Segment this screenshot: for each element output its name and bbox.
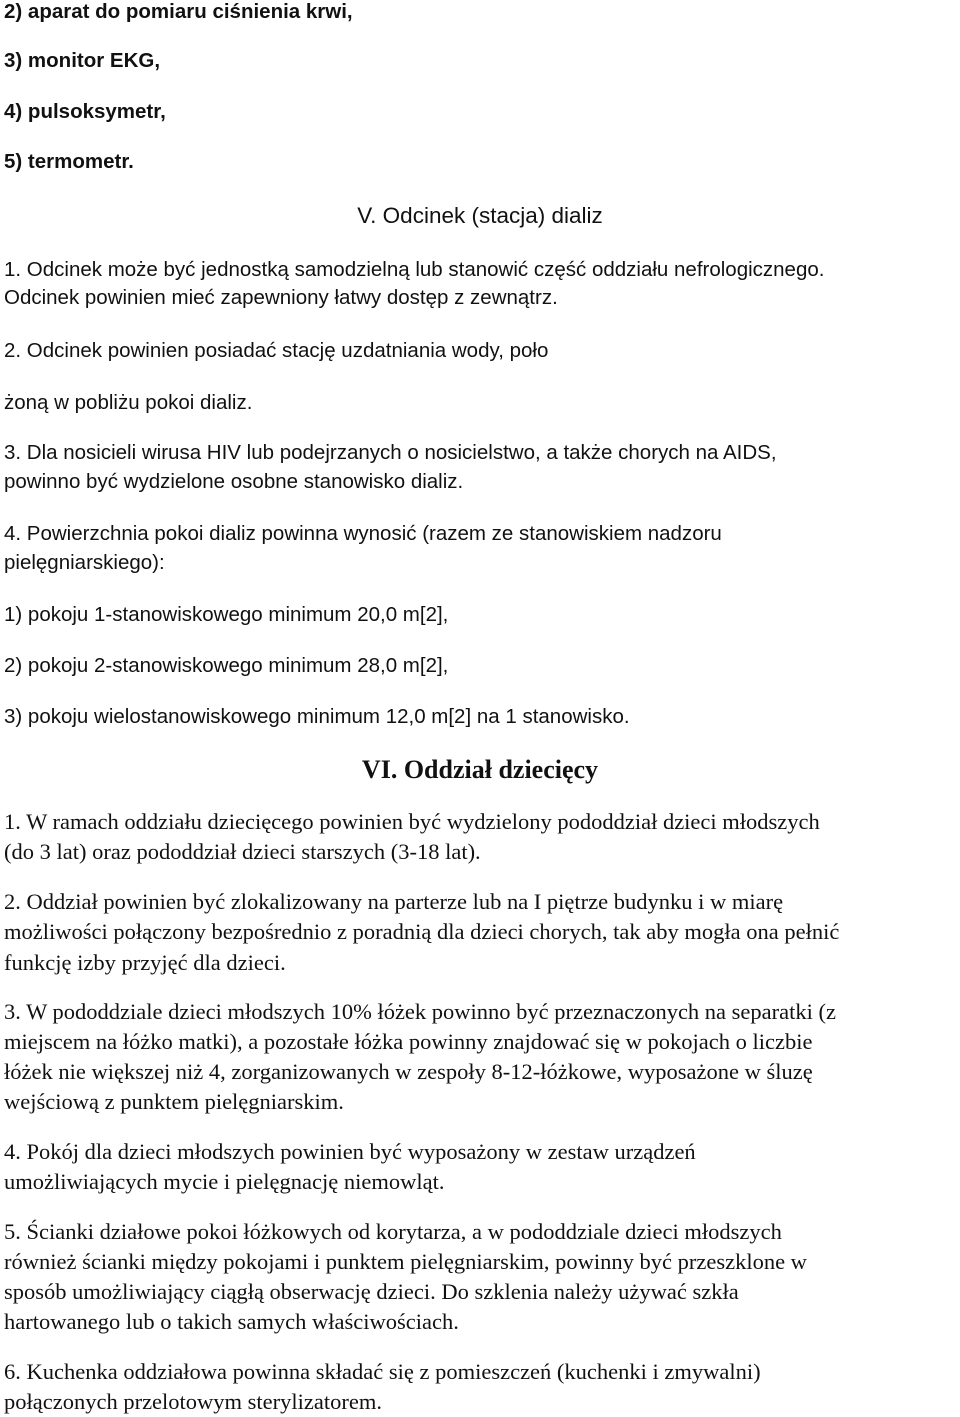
section-vi-heading: VI. Oddział dziecięcy [361, 755, 599, 784]
paragraph-line: również ścianki między pokojami i punktem pielęgniarskim, powinny być przeszklone w [4, 1249, 807, 1274]
paragraph-line: żoną w pobliżu pokoi dializ. [4, 391, 253, 414]
paragraph-line: umożliwiających mycie i pielęgnację niemowląt. [4, 1169, 445, 1194]
paragraph-line: 4. Pokój dla dzieci młodszych powinien być wyposażony w zestaw urządzeń [4, 1139, 696, 1164]
paragraph-line: łóżek nie większej niż 4, zorganizowanych w zespoły 8-12-łóżkowe, wyposażone w śluzę [4, 1059, 813, 1084]
paragraph-line: 6. Kuchenka oddziałowa powinna składać się z pomieszczeń (kuchenki i zmywalni) [4, 1359, 761, 1384]
paragraph-line: hartowanego lub o takich samych właściwościach. [4, 1309, 459, 1334]
paragraph-line: sposób umożliwiający ciągłą obserwację dzieci. Do szklenia należy używać szkła [4, 1279, 739, 1304]
paragraph-line: 1. Odcinek może być jednostką samodzielną lub stanowić część oddziału nefrologicznego. [4, 258, 825, 281]
equipment-item: 2) aparat do pomiaru ciśnienia krwi, [4, 0, 353, 23]
paragraph-line: funkcję izby przyjęć dla dzieci. [4, 950, 286, 975]
paragraph-line: 3) pokoju wielostanowiskowego minimum 12,0 m[2] na 1 stanowisko. [4, 705, 630, 728]
paragraph-line: 2) pokoju 2-stanowiskowego minimum 28,0 m[2], [4, 654, 449, 677]
paragraph-line: 2. Oddział powinien być zlokalizowany na parterze lub na I piętrze budynku i w miarę [4, 889, 784, 914]
paragraph-line: 1) pokoju 1-stanowiskowego minimum 20,0 m[2], [4, 603, 449, 626]
equipment-item: 5) termometr. [4, 150, 134, 173]
paragraph-line: pielęgniarskiego): [4, 551, 165, 574]
paragraph-line: możliwości połączony bezpośrednio z poradnią dla dzieci chorych, tak aby mogła ona pełnić [4, 919, 840, 944]
paragraph-line: powinno być wydzielone osobne stanowisko dializ. [4, 470, 464, 493]
equipment-item: 4) pulsoksymetr, [4, 100, 166, 123]
paragraph-line: miejscem na łóżko matki), a pozostałe łóżka powinny znajdować się w pokojach o liczbie [4, 1029, 813, 1054]
paragraph-line: wejściową z punktem pielęgniarskim. [4, 1089, 344, 1114]
paragraph-line: 4. Powierzchnia pokoi dializ powinna wynosić (razem ze stanowiskiem nadzoru [4, 522, 722, 545]
paragraph-line: połączonych przelotowym sterylizatorem. [4, 1389, 382, 1414]
paragraph-line: 3. Dla nosicieli wirusa HIV lub podejrzanych o nosicielstwo, a także chorych na AIDS, [4, 441, 777, 464]
paragraph-line: 5. Ścianki działowe pokoi łóżkowych od korytarza, a w pododdziale dzieci młodszych [4, 1219, 782, 1244]
section-v-heading: V. Odcinek (stacja) dializ [357, 203, 603, 228]
paragraph-line: (do 3 lat) oraz pododdział dzieci starszych (3-18 lat). [4, 839, 481, 864]
equipment-item: 3) monitor EKG, [4, 49, 161, 72]
paragraph-line: 2. Odcinek powinien posiadać stację uzdatniania wody, poło [4, 339, 549, 362]
paragraph-line: 1. W ramach oddziału dziecięcego powinien być wydzielony pododdział dzieci młodszych [4, 809, 820, 834]
paragraph-line: 3. W pododdziale dzieci młodszych 10% łóżek powinno być przeznaczonych na separatki (z [4, 999, 836, 1024]
paragraph-line: Odcinek powinien mieć zapewniony łatwy dostęp z zewnątrz. [4, 286, 558, 309]
